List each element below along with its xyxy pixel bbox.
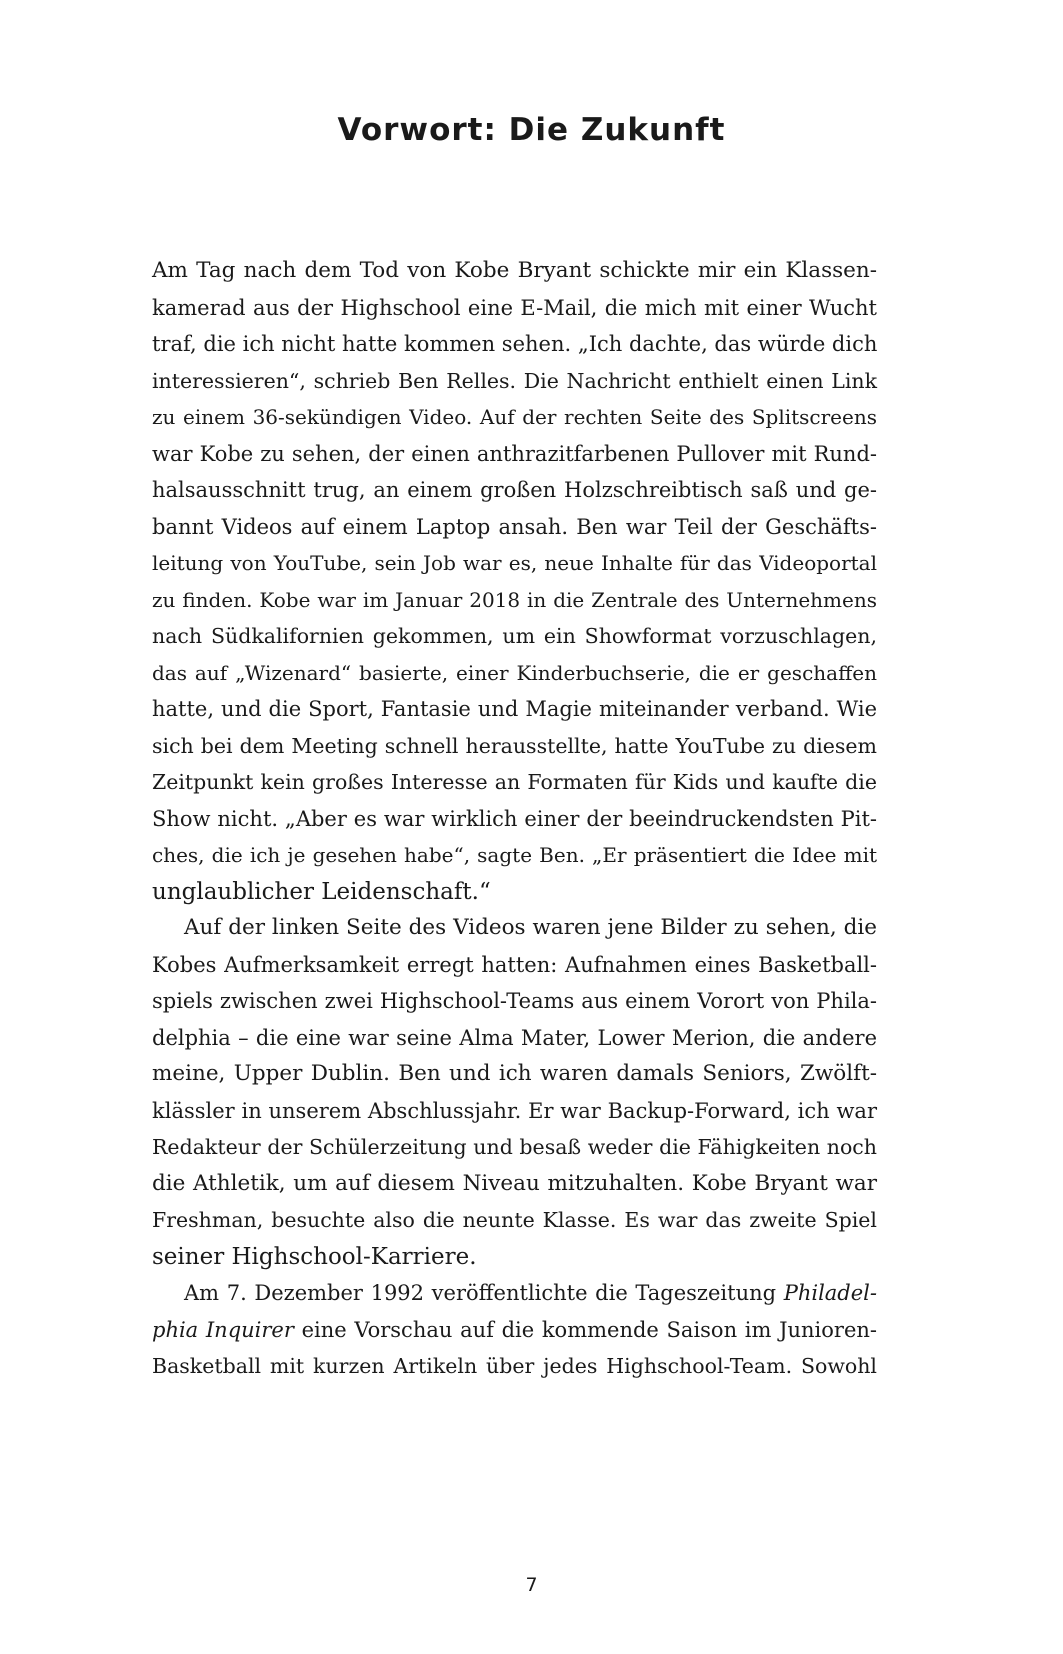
text-line: war Kobe zu sehen, der einen anthrazitfarbenen Pullover mit Rund- <box>152 441 877 466</box>
text-line <box>152 1275 877 1312</box>
text-line: Basketball mit kurzen Artikeln über jedes Highschool-Team. Sowohl <box>152 1354 877 1378</box>
text-line: Zeitpunkt kein großes Interesse an Formaten für Kids und kaufte die <box>152 770 877 794</box>
text-line: Show nicht. „Aber es war wirklich einer der beeindruckendsten Pit- <box>152 806 877 831</box>
page-number: 7 <box>525 1574 538 1596</box>
text-line: Auf der linken Seite des Videos waren jene Bilder zu sehen, die <box>184 915 877 940</box>
text-line: halsausschnitt trug, an einem großen Holzschreibtisch saß und ge- <box>152 478 877 502</box>
text-line: meine, Upper Dublin. Ben und ich waren damals Seniors, Zwölft- <box>152 1061 877 1086</box>
text-line: sich bei dem Meeting schnell herausstellte, hatte YouTube zu diesem <box>152 733 877 758</box>
text-line: traf, die ich nicht hatte kommen sehen. „Ich dachte, das würde dich <box>152 332 878 356</box>
text-line: zu einem 36-sekündigen Video. Auf der rechten Seite des Splitscreens <box>152 405 877 429</box>
text-line: seiner Highschool-Karriere. <box>152 1243 477 1270</box>
text-line: unglaublicher Leidenschaft.“ <box>152 878 491 905</box>
publication-name: phia Inquirer <box>152 1317 294 1342</box>
text-line: ches, die ich je gesehen habe“, sagte Ben. „Er präsentiert die Idee mit <box>152 843 877 867</box>
text-line: Freshman, besuchte also die neunte Klasse. Es war das zweite Spiel <box>152 1208 877 1232</box>
text-line: bannt Videos auf einem Laptop ansah. Ben war Teil der Geschäfts- <box>152 514 877 539</box>
text-line: spiels zwischen zwei Highschool-Teams aus einem Vorort von Phila- <box>152 989 877 1013</box>
body-text <box>152 253 877 1385</box>
chapter-title: Vorwort: Die Zukunft <box>337 112 726 148</box>
text-run: Am 7. Dezember 1992 veröffentlichte die Tageszeitung <box>184 1281 784 1305</box>
text-line: zu finden. Kobe war im Januar 2018 in die Zentrale des Unternehmens <box>152 587 877 612</box>
paragraph-1 <box>152 253 877 910</box>
text-line: nach Südkalifornien gekommen, um ein Showformat vorzuschlagen, <box>152 624 877 648</box>
paragraph-2 <box>152 910 877 1275</box>
text-line: die Athletik, um auf diesem Niveau mitzuhalten. Kobe Bryant war <box>152 1170 877 1196</box>
text-line: Kobes Aufmerksamkeit erregt hatten: Aufnahmen eines Basketball- <box>152 952 877 977</box>
text-line <box>152 1312 877 1349</box>
text-run: eine Vorschau auf die kommende Saison im Junioren- <box>293 1317 878 1342</box>
text-line: leitung von YouTube, sein Job war es, neue Inhalte für das Videoportal <box>152 551 877 575</box>
text-line: Redakteur der Schülerzeitung und besaß weder die Fähigkeiten noch <box>152 1135 877 1159</box>
text-line: klässler in unserem Abschlussjahr. Er war Backup-Forward, ich war <box>152 1098 877 1123</box>
text-line: Am Tag nach dem Tod von Kobe Bryant schickte mir ein Klassen- <box>152 258 877 283</box>
text-line: delphia – die eine war seine Alma Mater, Lower Merion, die andere <box>152 1025 877 1050</box>
paragraph-3 <box>152 1275 877 1385</box>
text-line: das auf „Wizenard“ basierte, einer Kinderbuchserie, die er geschaffen <box>152 660 877 685</box>
text-line: hatte, und die Sport, Fantasie und Magie miteinander verband. Wie <box>152 697 877 721</box>
text-line: interessieren“, schrieb Ben Relles. Die Nachricht enthielt einen Link <box>152 368 877 393</box>
publication-name: Philadel- <box>783 1281 877 1305</box>
text-line: kamerad aus der Highschool eine E-Mail, die mich mit einer Wucht <box>152 295 877 320</box>
